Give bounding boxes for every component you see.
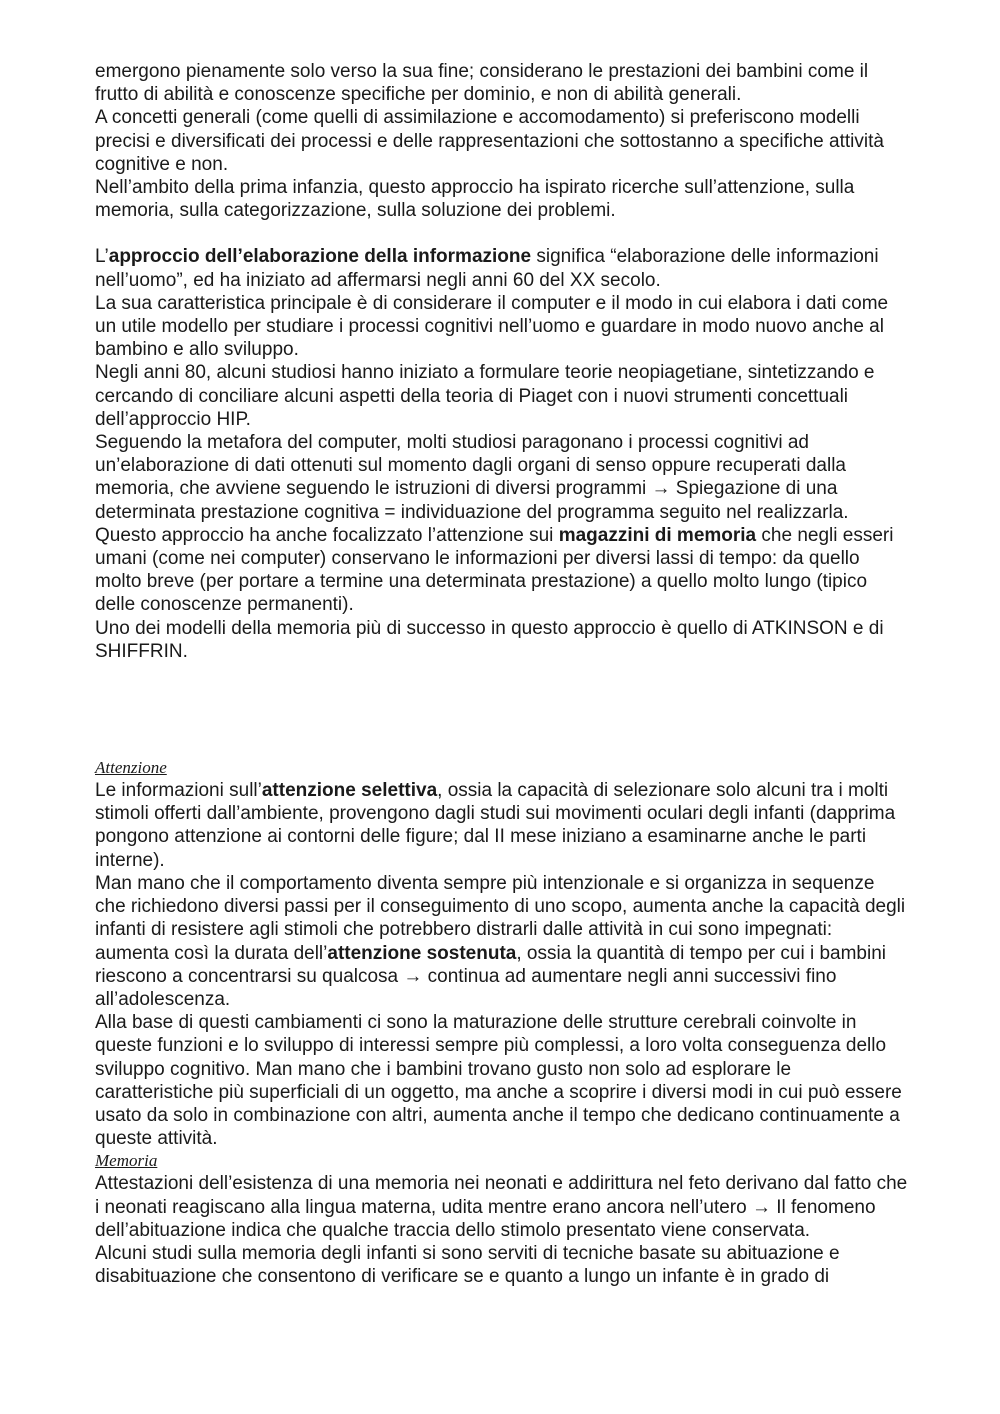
paragraph: Seguendo la metafora del computer, molti studiosi paragonano i processi cognitivi ad un’elaborazione di dati ottenuti sul momento dagli organi di senso oppure recuperati dalla memoria, che avviene seguendo le istruzioni di diversi programmi → Spiegazione di una determinata prestazione cognitiva = individuazione del programma seguito nel realizzarla. [95,432,849,523]
paragraph: emergono pienamente solo verso la sua fine; considerano le prestazioni dei bambini come il frutto di abilità e conoscenze specifiche per dominio, e non di abilità generali. [95,61,869,106]
blank-space [95,663,910,757]
bold-term: approccio dell’elaborazione della informazione [108,246,532,268]
paragraph: Questo approccio ha anche focalizzato l’attenzione sui magazzini di memoria che negli esseri umani (come nei computer) conservano le informazioni per diversi lassi di tempo: da quello molto breve (per portare a termine una determinata prestazione) a quello molto lungo (tipico delle conoscenze permanenti). [95,524,894,616]
bold-term: attenzione sostenuta [327,942,517,964]
section-heading-memoria: Memoria [95,1151,158,1171]
paragraph: La sua caratteristica principale è di considerare il computer e il modo in cui elabora i dati come un utile modello per studiare i processi cognitivi nell’uomo e guardare in modo nuovo anche al bambino e allo sviluppo. [95,292,889,361]
section-heading-attenzione: Attenzione [95,758,167,778]
paragraph: Attestazioni dell’esistenza di una memoria nei neonati e addirittura nel feto derivano dal fatto che i neonati reagiscano alla lingua materna, udita mentre erano ancora nell’utero → Il fenomeno dell’abituazione indica che qualche traccia dello stimolo presentato viene conservata. [95,1173,908,1241]
bold-term: attenzione selettiva [261,780,438,802]
paragraph: A concetti generali (come quelli di assimilazione e accomodamento) si preferiscono modelli precisi e diversificati dei processi e delle rappresentazioni che sottostanno a specifiche attività cognitive e non. [95,107,884,175]
paragraph: Alla base di questi cambiamenti ci sono la maturazione delle strutture cerebrali coinvolte in queste funzioni e lo sviluppo di interessi sempre più complessi, a loro volta conseguenza dello sviluppo cognitivo. Man mano che i bambini trovano gusto non solo ad esplorare le caratteristiche più superficiali di un oggetto, ma anche a scoprire i diversi modi in cui può essere usato da solo in combinazione con altri, aumenta anche il tempo che dedicano continuamente a queste attività. [95,1012,902,1150]
blank-line [95,222,910,245]
paragraph: Negli anni 80, alcuni studiosi hanno iniziato a formulare teorie neopiagetiane, sintetizzando e cercando di conciliare alcuni aspetti della teoria di Piaget con i nuovi strumenti concettuali dell’approccio HIP. [95,362,875,430]
paragraph: Nell’ambito della prima infanzia, questo approccio ha ispirato ricerche sull’attenzione, sulla memoria, sulla categorizzazione, sulla soluzione dei problemi. [95,177,855,222]
paragraph: L’approccio dell’elaborazione della informazione significa “elaborazione delle informazioni nell’uomo”, ed ha iniziato ad affermarsi negli anni 60 del XX secolo. [95,246,879,291]
paragraph: Uno dei modelli della memoria più di successo in questo approccio è quello di ATKINSON e di SHIFFRIN. [95,617,884,662]
paragraph: Le informazioni sull’attenzione selettiva, ossia la capacità di selezionare solo alcuni tra i molti stimoli offerti dall’ambiente, provengono dagli studi sui movimenti oculari degli infanti (dapprima pongono attenzione ai contorni delle figure; dal II mese iniziano a esaminarne anche le parti interne). [95,780,896,871]
bold-term: magazzini di memoria [558,524,757,546]
document-page [95,60,910,1288]
paragraph: Alcuni studi sulla memoria degli infanti si sono serviti di tecniche basate su abituazione e disabituazione che consentono di verificare se e quanto a lungo un infante è in grado di [95,1242,840,1288]
paragraph: Man mano che il comportamento diventa sempre più intenzionale e si organizza in sequenze che richiedono diversi passi per il conseguimento di uno scopo, aumenta anche la capacità degli infanti di resistere agli stimoli che potrebbero distrarli dalle attività in cui sono impegnati: aumenta così la durata dell’attenzione sostenuta, ossia la quantità di tempo per cui i bambini riescono a concentrarsi su qualcosa → continua ad aumentare negli anni successivi fino all’adolescenza. [95,872,906,1010]
